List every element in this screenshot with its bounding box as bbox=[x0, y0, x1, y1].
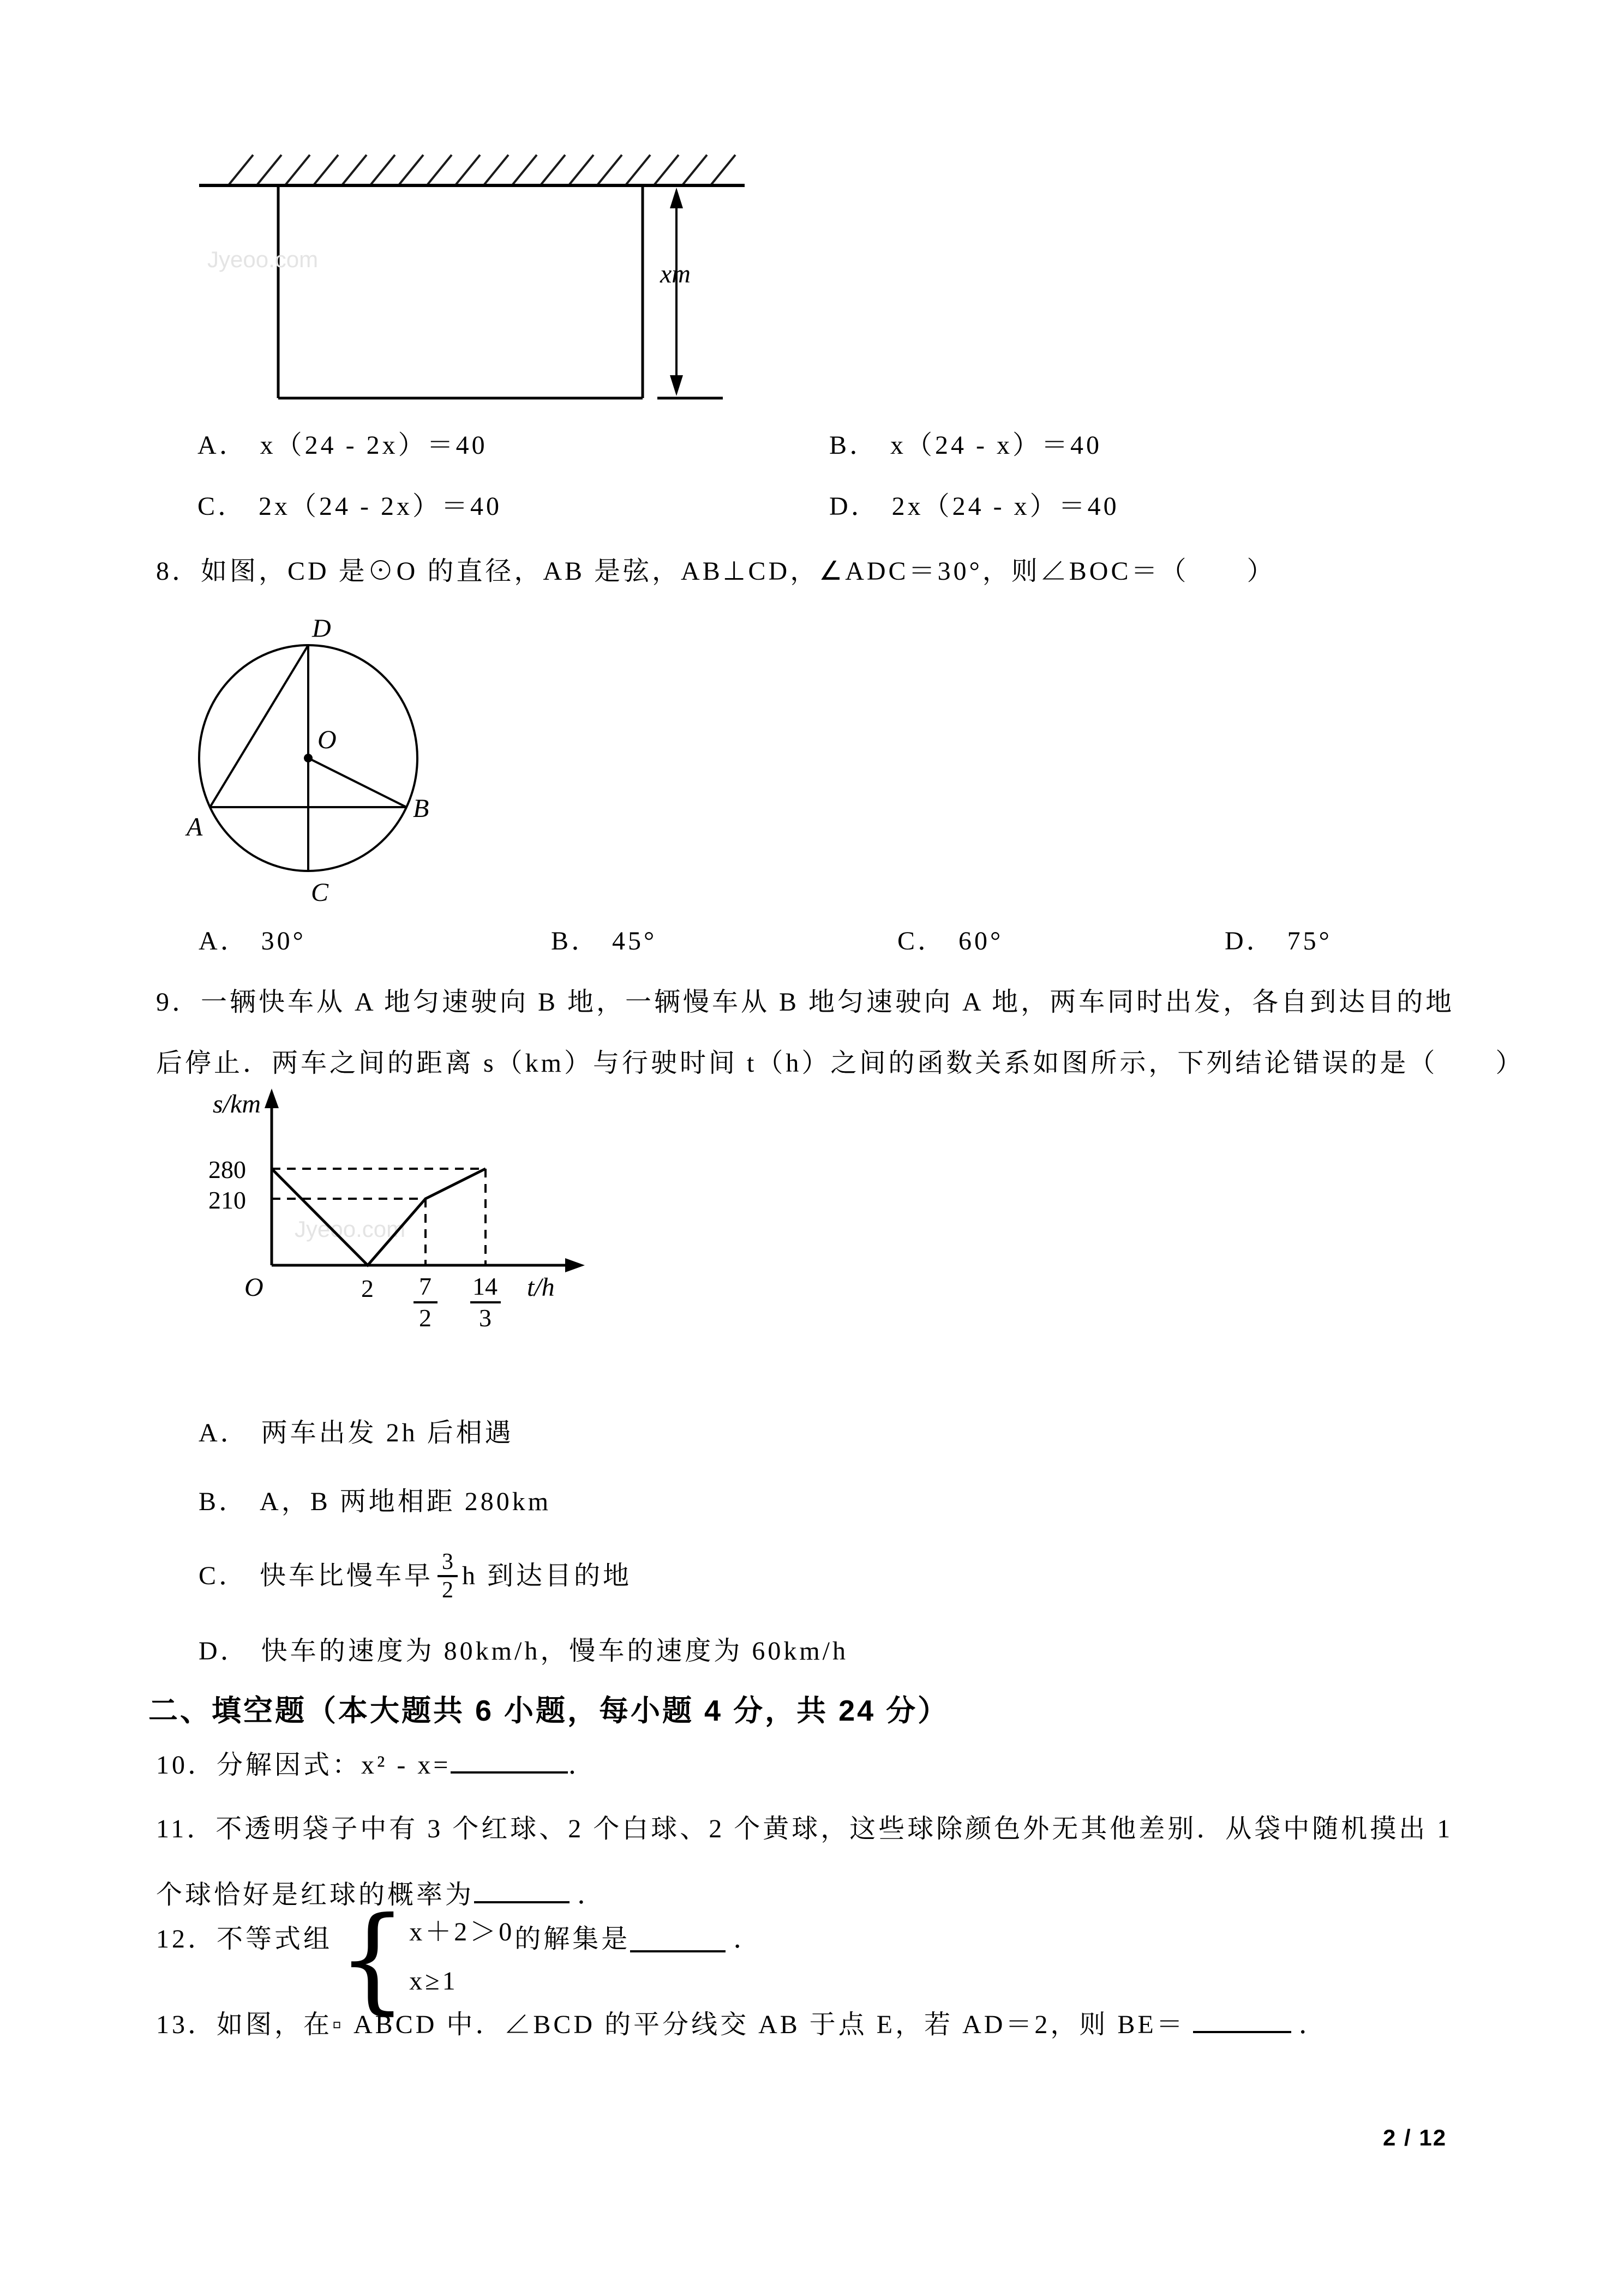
q7-option-b bbox=[829, 428, 1102, 463]
point-label-b: B bbox=[413, 794, 429, 823]
option-text-suffix: h 到达目的地 bbox=[462, 1561, 632, 1590]
option-label: D． bbox=[1225, 927, 1275, 955]
option-text: 75° bbox=[1287, 927, 1332, 955]
svg-text:14: 14 bbox=[472, 1272, 498, 1300]
arrowhead-up-icon bbox=[670, 188, 683, 208]
q13-text: 13．如图，在▫ ABCD 中．∠BCD 的平分线交 AB 于点 E，若 AD＝2，则 BE＝ bbox=[156, 2010, 1185, 2039]
q13-line bbox=[156, 2003, 1328, 2042]
svg-text:3: 3 bbox=[479, 1304, 492, 1332]
q7-option-d bbox=[829, 489, 1119, 524]
option-text: 2x（24 - 2x）＝40 bbox=[259, 492, 502, 521]
q9-graph bbox=[180, 1084, 606, 1330]
q11-text: 个球恰好是红球的概率为 bbox=[156, 1880, 475, 1909]
option-text: A，B 两地相距 280km bbox=[260, 1487, 552, 1516]
option-label: C． bbox=[897, 927, 947, 955]
graph-watermark: Jyeoo.com bbox=[295, 1216, 406, 1242]
point-label-c: C bbox=[311, 878, 329, 907]
system-eq-2: x≥1 bbox=[409, 1967, 458, 1996]
dimension-arrow bbox=[657, 188, 723, 398]
q10-answer-blank bbox=[451, 1743, 568, 1774]
q9-option-c bbox=[199, 1538, 632, 1614]
q12-text-prefix: 12．不等式组 bbox=[156, 1925, 333, 1954]
arrowhead-down-icon bbox=[670, 375, 683, 396]
point-label-d: D bbox=[312, 614, 331, 643]
q13-answer-blank bbox=[1193, 2003, 1291, 2033]
x-tick-frac-7-2 bbox=[414, 1272, 438, 1332]
y-axis-label: s/km bbox=[213, 1090, 261, 1119]
option-text: 60° bbox=[958, 927, 1004, 955]
q9-option-d bbox=[199, 1634, 848, 1669]
svg-text:2: 2 bbox=[419, 1304, 432, 1332]
y-tick-280: 280 bbox=[208, 1156, 246, 1183]
q10-text: 10．分解因式：x² - x= bbox=[156, 1751, 451, 1780]
q8-option-a bbox=[199, 924, 306, 959]
radius-ob bbox=[308, 758, 406, 807]
q11-period: ． bbox=[577, 1880, 607, 1909]
option-text: 30° bbox=[261, 927, 306, 955]
option-label: A． bbox=[199, 927, 249, 955]
option-label: D． bbox=[829, 492, 880, 521]
q7-figure bbox=[196, 146, 747, 402]
option-label: C． bbox=[199, 1561, 248, 1590]
svg-text:7: 7 bbox=[419, 1272, 432, 1300]
option-text: 两车出发 2h 后相遇 bbox=[261, 1419, 514, 1447]
section-2-header: 二、填空题（本大题共 6 小题，每小题 4 分，共 24 分） bbox=[148, 1694, 950, 1727]
system-brace: { bbox=[338, 1892, 408, 2026]
q10-line bbox=[156, 1743, 597, 1783]
q8-stem: 8．如图，CD 是⊙O 的直径，AB 是弦，AB⊥CD，∠ADC＝30°，则∠BOC＝（ ） bbox=[156, 557, 1276, 586]
q8-option-b bbox=[551, 924, 657, 959]
q12-text-mid: 的解集是 bbox=[514, 1925, 631, 1954]
q9-option-a bbox=[199, 1416, 514, 1451]
q8-option-c bbox=[897, 924, 1003, 959]
fraction-3-2: $\frac{3}{2}$ bbox=[438, 1549, 458, 1603]
center-dot bbox=[304, 754, 313, 762]
option-label: B． bbox=[199, 1487, 248, 1516]
q9-option-b bbox=[199, 1484, 551, 1519]
q7-option-c bbox=[197, 489, 502, 524]
option-text: 快车的速度为 80km/h，慢车的速度为 60km/h bbox=[261, 1637, 849, 1666]
point-label-o: O bbox=[317, 725, 337, 754]
option-text: 2x（24 - x）＝40 bbox=[891, 492, 1119, 521]
option-text: 45° bbox=[612, 927, 657, 955]
option-text: x（24 - x）＝40 bbox=[890, 431, 1102, 460]
option-label: B． bbox=[829, 431, 879, 460]
segment-da bbox=[210, 645, 308, 807]
option-label: A． bbox=[199, 1419, 249, 1447]
wall-hatching bbox=[229, 155, 735, 184]
option-label: A． bbox=[197, 431, 248, 460]
x-tick-2: 2 bbox=[361, 1275, 374, 1302]
inequality-system bbox=[409, 1908, 514, 2006]
q8-option-d bbox=[1225, 924, 1332, 959]
option-text: x（24 - 2x）＝40 bbox=[260, 431, 488, 460]
page-number: 2 / 12 bbox=[1383, 2125, 1447, 2150]
x-axis-label: t/h bbox=[527, 1273, 555, 1302]
option-label: C． bbox=[197, 492, 247, 521]
q8-figure bbox=[175, 611, 447, 916]
option-text-prefix: 快车比慢车早 bbox=[260, 1561, 434, 1590]
point-label-a: A bbox=[187, 813, 203, 842]
y-tick-210: 210 bbox=[208, 1186, 246, 1214]
origin-label: O bbox=[244, 1273, 263, 1302]
q9-stem-line-2: 后停止．两车之间的距离 s（km）与行驶时间 t（h）之间的函数关系如图所示，下列结论错误的是（ ） bbox=[156, 1049, 1525, 1078]
q11-answer-blank bbox=[474, 1873, 570, 1903]
q9-stem-line-1: 9．一辆快车从 A 地匀速驶向 B 地，一辆慢车从 B 地匀速驶向 A 地，两车同时出发，各自到达目的地 bbox=[156, 988, 1455, 1017]
q12-answer-blank bbox=[630, 1922, 726, 1952]
q11-line-1: 11．不透明袋子中有 3 个红球、2 个白球、2 个黄球，这些球除颜色外无其他差别．从袋中随机摸出 1 bbox=[156, 1814, 1453, 1843]
q10-period: ． bbox=[568, 1751, 597, 1780]
watermark-text: Jyeoo.com bbox=[207, 247, 319, 272]
x-axis-arrowhead-icon bbox=[565, 1258, 585, 1272]
dimension-label: xm bbox=[660, 260, 691, 288]
option-label: B． bbox=[551, 927, 601, 955]
option-label: D． bbox=[199, 1637, 249, 1666]
x-tick-frac-14-3 bbox=[470, 1272, 501, 1332]
pit-rectangle bbox=[278, 187, 643, 398]
q13-period: ． bbox=[1298, 2010, 1328, 2039]
q12-period: ． bbox=[733, 1925, 763, 1954]
y-axis-arrowhead-icon bbox=[265, 1089, 279, 1108]
system-eq-1: x＋2＞0 bbox=[409, 1918, 515, 1946]
q7-option-a bbox=[197, 428, 488, 463]
